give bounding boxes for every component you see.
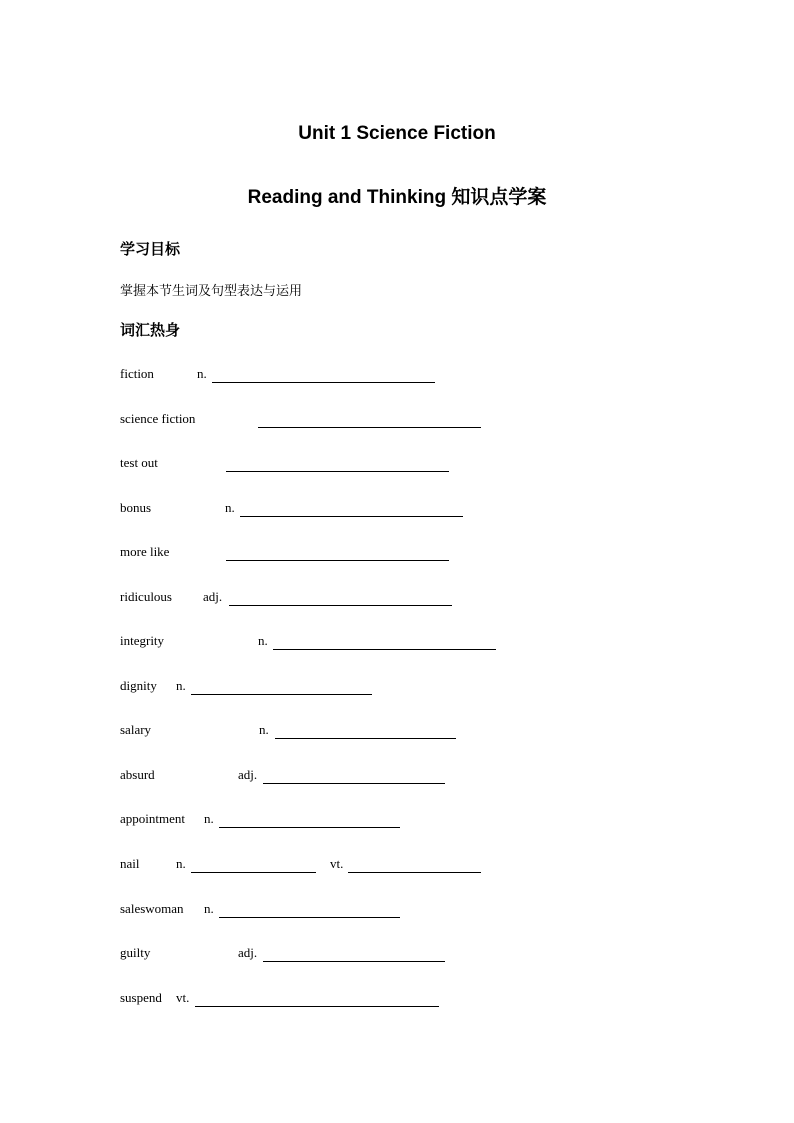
- answer-blank[interactable]: [240, 516, 463, 517]
- vocab-word: ridiculous: [120, 589, 172, 604]
- answer-blank[interactable]: [191, 694, 372, 695]
- vocab-row-absurd: [0, 767, 794, 787]
- vocab-word: nail: [120, 856, 140, 871]
- answer-blank[interactable]: [263, 783, 445, 784]
- answer-blank[interactable]: [191, 872, 316, 873]
- vocab-row-ridiculous: [0, 589, 794, 609]
- vocab-row-salary: [0, 722, 794, 742]
- vocab-word: fiction: [120, 366, 154, 381]
- vocab-row-bonus: [0, 500, 794, 520]
- vocab-pos: n.: [259, 722, 269, 737]
- vocab-word: suspend: [120, 990, 162, 1005]
- vocab-row-appointment: [0, 811, 794, 831]
- vocab-word: saleswoman: [120, 901, 184, 916]
- vocab-word: salary: [120, 722, 152, 737]
- vocab-pos: n.: [204, 811, 214, 826]
- vocab-row-dignity: [0, 678, 794, 698]
- vocab-pos: n.: [225, 500, 235, 515]
- vocab-word: appointment: [120, 811, 185, 826]
- answer-blank[interactable]: [195, 1006, 439, 1007]
- vocab-row-saleswoman: [0, 901, 794, 921]
- answer-blank[interactable]: [275, 738, 456, 739]
- objectives-text: 掌握本节生词及句型表达与运用: [120, 284, 303, 299]
- vocab-row-guilty: [0, 945, 794, 965]
- answer-blank[interactable]: [258, 427, 481, 428]
- vocab-row-nail: [0, 856, 794, 876]
- vocab-pos: n.: [197, 366, 207, 381]
- answer-blank[interactable]: [212, 382, 435, 383]
- vocab-pos: n.: [176, 856, 186, 871]
- vocab-word: integrity: [120, 633, 165, 648]
- answer-blank[interactable]: [263, 961, 445, 962]
- answer-blank[interactable]: [273, 649, 496, 650]
- vocab-pos: adj.: [238, 767, 258, 782]
- vocab-row-fiction: [0, 366, 794, 386]
- vocab-word: test out: [120, 455, 158, 470]
- vocab-pos: n.: [176, 678, 186, 693]
- vocab-word: absurd: [120, 767, 155, 782]
- vocab-word: more like: [120, 544, 170, 559]
- answer-blank[interactable]: [219, 827, 400, 828]
- vocab-word: bonus: [120, 500, 152, 515]
- answer-blank[interactable]: [226, 471, 449, 472]
- vocab-pos: n.: [204, 901, 214, 916]
- vocab-pos: adj.: [238, 945, 258, 960]
- vocab-pos: vt.: [176, 990, 190, 1005]
- vocab-row-test-out: [0, 455, 794, 475]
- vocab-pos-2: vt.: [330, 856, 344, 871]
- vocab-word: dignity: [120, 678, 157, 693]
- answer-blank[interactable]: [226, 560, 449, 561]
- vocab-pos: adj.: [203, 589, 223, 604]
- answer-blank[interactable]: [229, 605, 452, 606]
- vocabulary-heading: 词汇热身: [120, 321, 181, 339]
- vocab-row-integrity: [0, 633, 794, 653]
- vocab-row-science-fiction: [0, 411, 794, 431]
- vocab-pos: n.: [258, 633, 268, 648]
- page-title: Unit 1 Science Fiction: [298, 123, 496, 144]
- answer-blank[interactable]: [219, 917, 400, 918]
- objectives-heading: 学习目标: [120, 240, 181, 258]
- page-subtitle: Reading and Thinking 知识点学案: [247, 187, 547, 208]
- vocab-word: science fiction: [120, 411, 196, 426]
- vocab-row-suspend: [0, 990, 794, 1010]
- vocab-word: guilty: [120, 945, 151, 960]
- vocab-row-more-like: [0, 544, 794, 564]
- answer-blank-2[interactable]: [348, 872, 481, 873]
